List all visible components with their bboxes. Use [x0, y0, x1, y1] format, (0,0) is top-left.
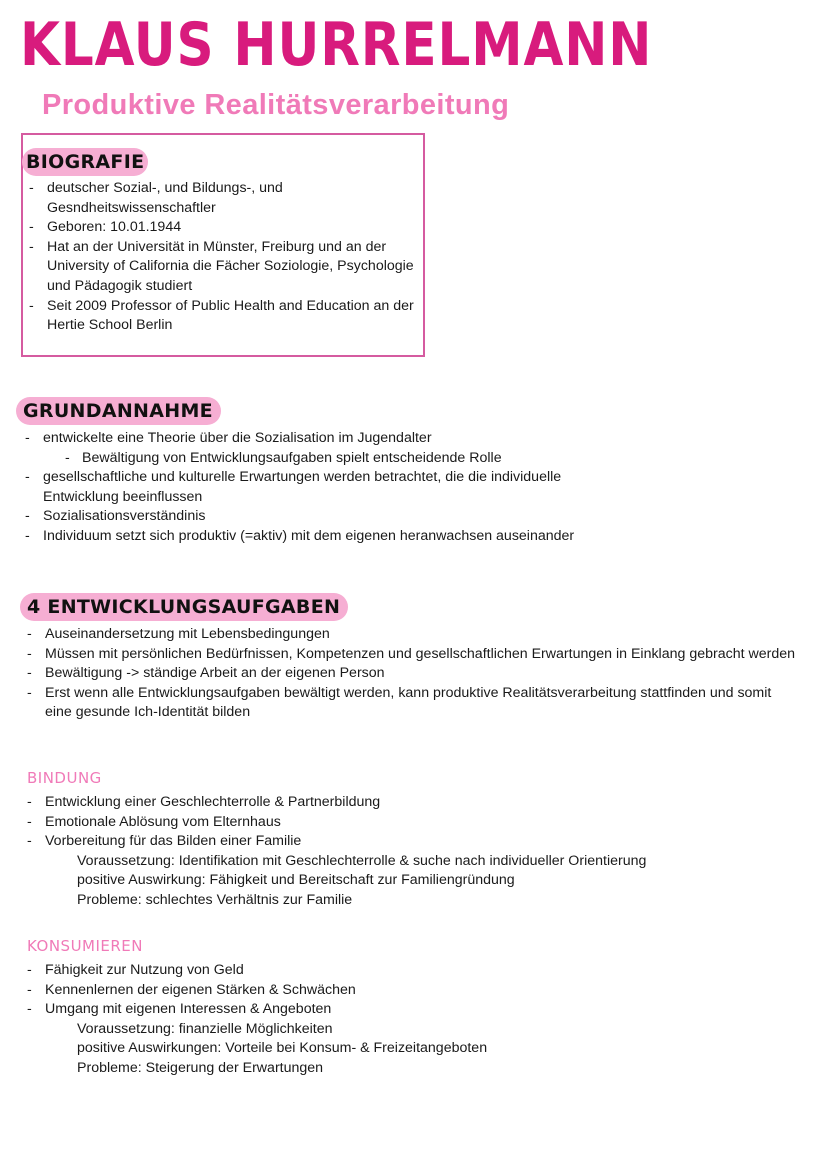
- biografie-list: [24, 179, 416, 336]
- konsumieren-list: [22, 961, 800, 1079]
- list-item: - gesellschaftliche und kulturelle Erwartungen werden betrachtet, die die individuelle Entwicklung beeinflussen: [20, 468, 640, 507]
- konsumieren-heading: KONSUMIEREN: [27, 937, 144, 955]
- list-item: Voraussetzung: finanzielle Möglichkeiten: [77, 1020, 333, 1037]
- list-item: - Umgang mit eigenen Interessen & Angeboten: [22, 1000, 800, 1020]
- bindung-heading: BINDUNG: [27, 769, 102, 787]
- list-item: Probleme: Steigerung der Erwartungen: [77, 1059, 324, 1076]
- list-item: Voraussetzung: Identifikation mit Geschlechterrolle & suche nach individueller Orientierung: [77, 852, 647, 869]
- list-item: - Müssen mit persönlichen Bedürfnissen, Kompetenzen und gesellschaftlichen Erwartungen in Einklang gebracht werden: [22, 645, 800, 665]
- list-item: - Bewältigung von Entwicklungsaufgaben spielt entscheidende Rolle: [20, 449, 640, 469]
- page-title: KLAUS HURRELMANN: [20, 10, 653, 80]
- list-item: - Sozialisationsverständinis: [20, 507, 640, 527]
- list-item: Probleme: schlechtes Verhältnis zur Familie: [77, 891, 353, 908]
- list-item: - entwickelte eine Theorie über die Sozialisation im Jugendalter: [20, 429, 640, 449]
- list-item: positive Auswirkungen: Vorteile bei Konsum- & Freizeitangeboten: [77, 1040, 488, 1057]
- list-item: - Fähigkeit zur Nutzung von Geld: [22, 961, 800, 981]
- list-item: - Auseinandersetzung mit Lebensbedingungen: [22, 625, 800, 645]
- list-item: - Seit 2009 Professor of Public Health and Education an der Hertie School Berlin: [24, 297, 416, 336]
- list-item: positive Auswirkung: Fähigkeit und Bereitschaft zur Familiengründung: [77, 872, 515, 889]
- list-item: - Emotionale Ablösung vom Elternhaus: [22, 813, 800, 833]
- entwicklungsaufgaben-heading: 4 ENTWICKLUNGSAUFGABEN: [20, 593, 348, 621]
- list-item: - deutscher Sozial-, und Bildungs-, und Gesndheitswissenschaftler: [24, 179, 416, 218]
- list-item: - Individuum setzt sich produktiv (=aktiv) mit dem eigenen heranwachsen auseinander: [20, 527, 640, 547]
- list-item: - Kennenlernen der eigenen Stärken & Schwächen: [22, 981, 800, 1001]
- grundannahme-list: [20, 429, 640, 547]
- bindung-list: [22, 793, 800, 911]
- list-item: - Vorbereitung für das Bilden einer Familie: [22, 832, 800, 852]
- list-item: - Erst wenn alle Entwicklungsaufgaben bewältigt werden, kann produktive Realitätsverarbeitung stattfinden und somit eine gesunde Ich-Identität bilden: [22, 684, 800, 723]
- entwicklungsaufgaben-list: [22, 625, 800, 723]
- list-item: - Bewältigung -> ständige Arbeit an der eigenen Person: [22, 664, 800, 684]
- list-item: - Geboren: 10.01.1944: [24, 218, 416, 238]
- page-subtitle: Produktive Realitätsverarbeitung: [42, 89, 510, 121]
- biografie-heading: BIOGRAFIE: [22, 148, 148, 176]
- list-item: - Entwicklung einer Geschlechterrolle & Partnerbildung: [22, 793, 800, 813]
- list-item: - Hat an der Universität in Münster, Freiburg und an der University of California die Fächer Soziologie, Psychologie und Pädagogik studiert: [24, 238, 416, 297]
- grundannahme-heading: GRUNDANNAHME: [16, 397, 221, 425]
